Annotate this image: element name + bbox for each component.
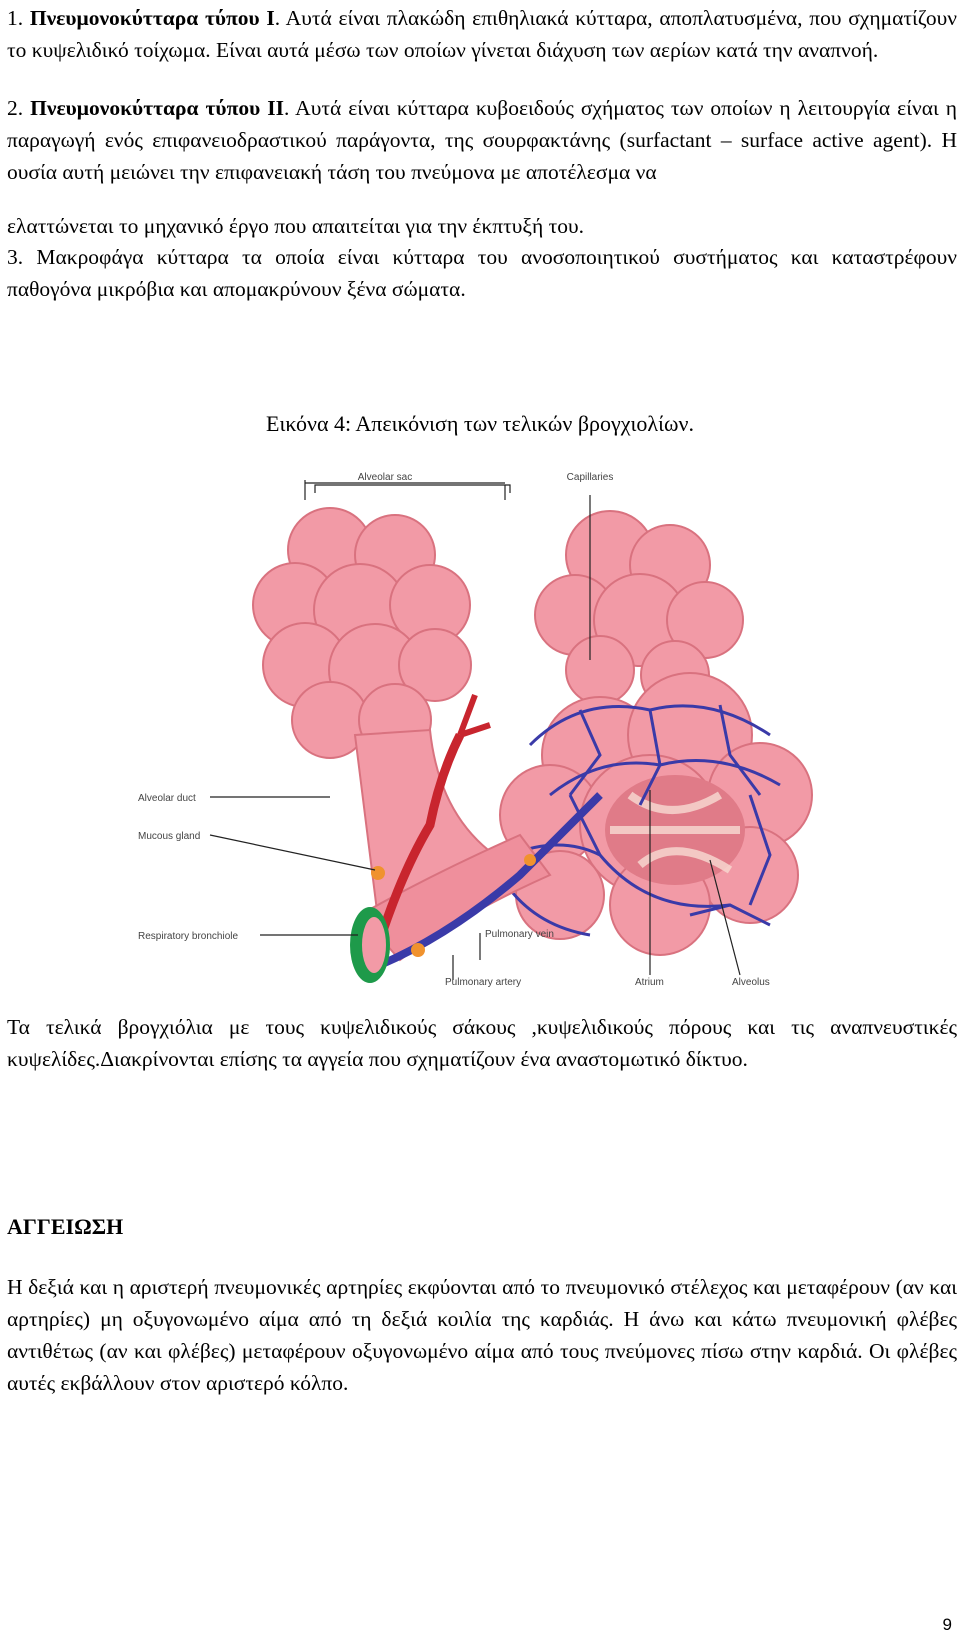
label-atrium: Atrium [635, 977, 664, 988]
figure-caption: Εικόνα 4: Απεικόνιση των τελικών βρογχιολίων. [266, 411, 694, 436]
label-alveolar-duct: Alveolar duct [138, 793, 196, 804]
list-item-type2-cells [7, 92, 957, 188]
label-mucous-gland: Mucous gland [138, 831, 201, 842]
label-respiratory-bronchiole: Respiratory bronchiole [138, 931, 239, 942]
item-number: 1. [7, 6, 30, 30]
alveolar-sac-bracket [315, 485, 510, 493]
artery-branch [460, 695, 490, 735]
item-text: . Αυτά είναι κύτταρα κυβοειδούς σχήματος των οποίων η λειτουργία είναι η παραγωγή ενός επιφανειοδραστικού παράγοντα, της σουρφακτάνης (surfactant – surface active agent). Η ουσία αυτή μειώνει την επιφανειακή τάση του πνεύμονα με αποτέλεσμα να [7, 96, 958, 184]
list-item-macrophages: 3. Μακροφάγα κύτταρα τα οποία είναι κύτταρα του ανοσοποιητικού συστήματος και καταστρέφουν παθογόνα μικρόβια και απομακρύνουν ξένα σώματα. [7, 245, 957, 301]
mucous-gland-dot [411, 943, 425, 957]
bronchiole-lumen-inner [362, 917, 386, 973]
section-heading: ΑΓΓΕΙΩΣΗ [7, 1214, 124, 1239]
section-body: Η δεξιά και η αριστερή πνευμονικές αρτηρίες εκφύονται από το πνευμονικό στέλεχος και μεταφέρουν (αν και αρτηρίες) μη οξυγονωμένο αίμα από τη δεξιά κοιλία της καρδιάς. Η άνω και κάτω πνευμονική φλέβες αντιθέτως (αν και φλέβες) μεταφέρουν οξυγονωμένο αίμα από τους πνεύμονες πίσω στην καρδιά. Οι φλέβες αυτές εκβάλλουν στον αριστερό κόλπο. [7, 1275, 957, 1395]
item-number: 2. [7, 96, 31, 120]
bronchiole-illustration [130, 472, 830, 1047]
label-alveolar-sac: Alveolar sac [357, 472, 413, 483]
mucous-gland-dot [524, 854, 536, 866]
item-term: Πνευμονοκύτταρα τύπου Ι [29, 6, 275, 30]
terminal-bronchioles-figure [130, 472, 830, 1047]
list-item-type1-cells [7, 2, 957, 66]
label-pulmonary-artery: Pulmonary artery [445, 977, 522, 988]
mucous-gland-dot [371, 866, 385, 880]
list-item-type2-continuation: ελαττώνεται το μηχανικό έργο που απαιτείται για την έκπτυξή του. [7, 214, 585, 238]
label-alveolus: Alveolus [732, 977, 770, 988]
label-pulmonary-vein: Pulmonary vein [485, 929, 554, 940]
page-number: 9 [942, 1615, 952, 1634]
label-capillaries: Capillaries [566, 472, 614, 483]
figure-description: Τα τελικά βρογχιόλια με τους κυψελιδικούς σάκους ,κυψελιδικούς πόρους και τις αναπνευστικές κυψελίδες.Διακρίνονται επίσης τα αγγεία που σχηματίζουν ένα αναστομωτικό δίκτυο. [7, 1015, 957, 1071]
item-term: Πνευμονοκύτταρα τύπου ΙΙ [30, 96, 284, 120]
item-text: . Αυτά είναι πλακώδη επιθηλιακά κύτταρα, αποπλατυσμένα, που σχηματίζουν το κυψελιδικό τοίχωμα. Είναι αυτά μέσω των οποίων γίνεται διάχυση των αερίων κατά την αναπνοή. [7, 6, 958, 62]
alveolar-sac-cluster [253, 508, 471, 758]
